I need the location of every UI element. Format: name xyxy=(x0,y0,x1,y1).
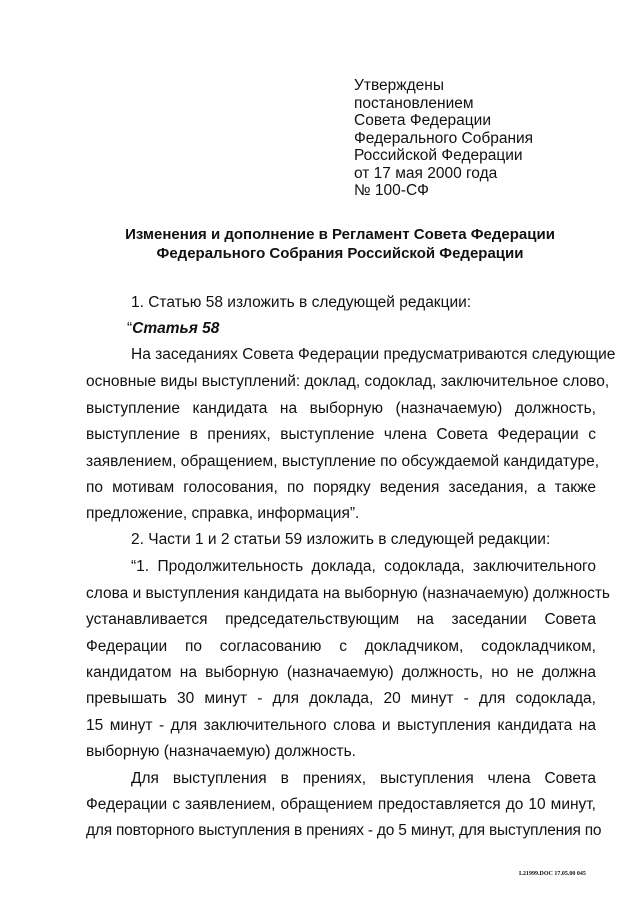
article58-line: выступление кандидата на выборную (назначаемую) должность, xyxy=(86,400,596,417)
part1-line: 15 минут - для заключительного слова и выступления кандидата на xyxy=(86,717,596,734)
article58-line: основные виды выступлений: доклад, содоклад, заключительное слово, xyxy=(86,373,610,390)
item1-intro: 1. Статью 58 изложить в следующей редакции: xyxy=(131,294,472,311)
document-title-line2: Федерального Собрания Российской Федерации xyxy=(156,245,524,262)
article58-line: по мотивам голосования, по порядку ведения заседания, а также xyxy=(86,479,596,496)
document-title-line1: Изменения и дополнение в Регламент Совета Федерации xyxy=(125,226,555,243)
part1-line: выборную (назначаемую) должность. xyxy=(86,743,356,760)
open-quote: “ xyxy=(127,320,133,337)
article58-line: выступление в прениях, выступление члена Совета Федерации с xyxy=(86,426,596,443)
article58-heading-line xyxy=(127,320,637,338)
approval-line: Совета Федерации xyxy=(354,112,491,129)
article58-line: предложение, справка, информация”. xyxy=(86,505,360,522)
footer-file-code: L21999.DOC 17.05.00 045 xyxy=(519,871,586,877)
part1-line: устанавливается председательствующим на заседании Совета xyxy=(86,611,596,628)
approval-line: Российской Федерации xyxy=(354,147,523,164)
approval-line: Федерального Собрания xyxy=(354,129,534,147)
approval-line: от 17 мая 2000 года xyxy=(354,164,498,182)
part2-line: Федерации с заявлением, обращением предоставляется до 10 минут, xyxy=(86,796,596,813)
part1-line: слова и выступления кандидата на выборную (назначаемую) должность xyxy=(86,585,611,602)
part1-line: “1. Продолжительность доклада, содоклада, заключительного xyxy=(131,558,596,575)
part1-line: Федерации по согласованию с докладчиком, содокладчиком, xyxy=(86,638,596,655)
approval-line: постановлением xyxy=(354,94,474,112)
approval-block xyxy=(354,77,533,200)
part2-line: для повторного выступления в прениях - до 5 минут, для выступления по xyxy=(86,822,602,839)
part1-line: превышать 30 минут - для доклада, 20 минут - для содоклада, xyxy=(86,690,596,707)
approval-line: Утверждены xyxy=(354,77,444,94)
article58-line: На заседаниях Совета Федерации предусматриваются следующие xyxy=(131,346,616,363)
part2-line: Для выступления в прениях, выступления члена Совета xyxy=(131,770,596,787)
item2-intro: 2. Части 1 и 2 статьи 59 изложить в следующей редакции: xyxy=(131,531,551,548)
article58-line: заявлением, обращением, выступление по обсуждаемой кандидатуре, xyxy=(86,453,600,470)
approval-line: № 100-СФ xyxy=(354,182,429,199)
article58-heading: Статья 58 xyxy=(132,320,220,337)
part1-line: кандидатом на выборную (назначаемую) должность, но не должна xyxy=(86,664,596,681)
